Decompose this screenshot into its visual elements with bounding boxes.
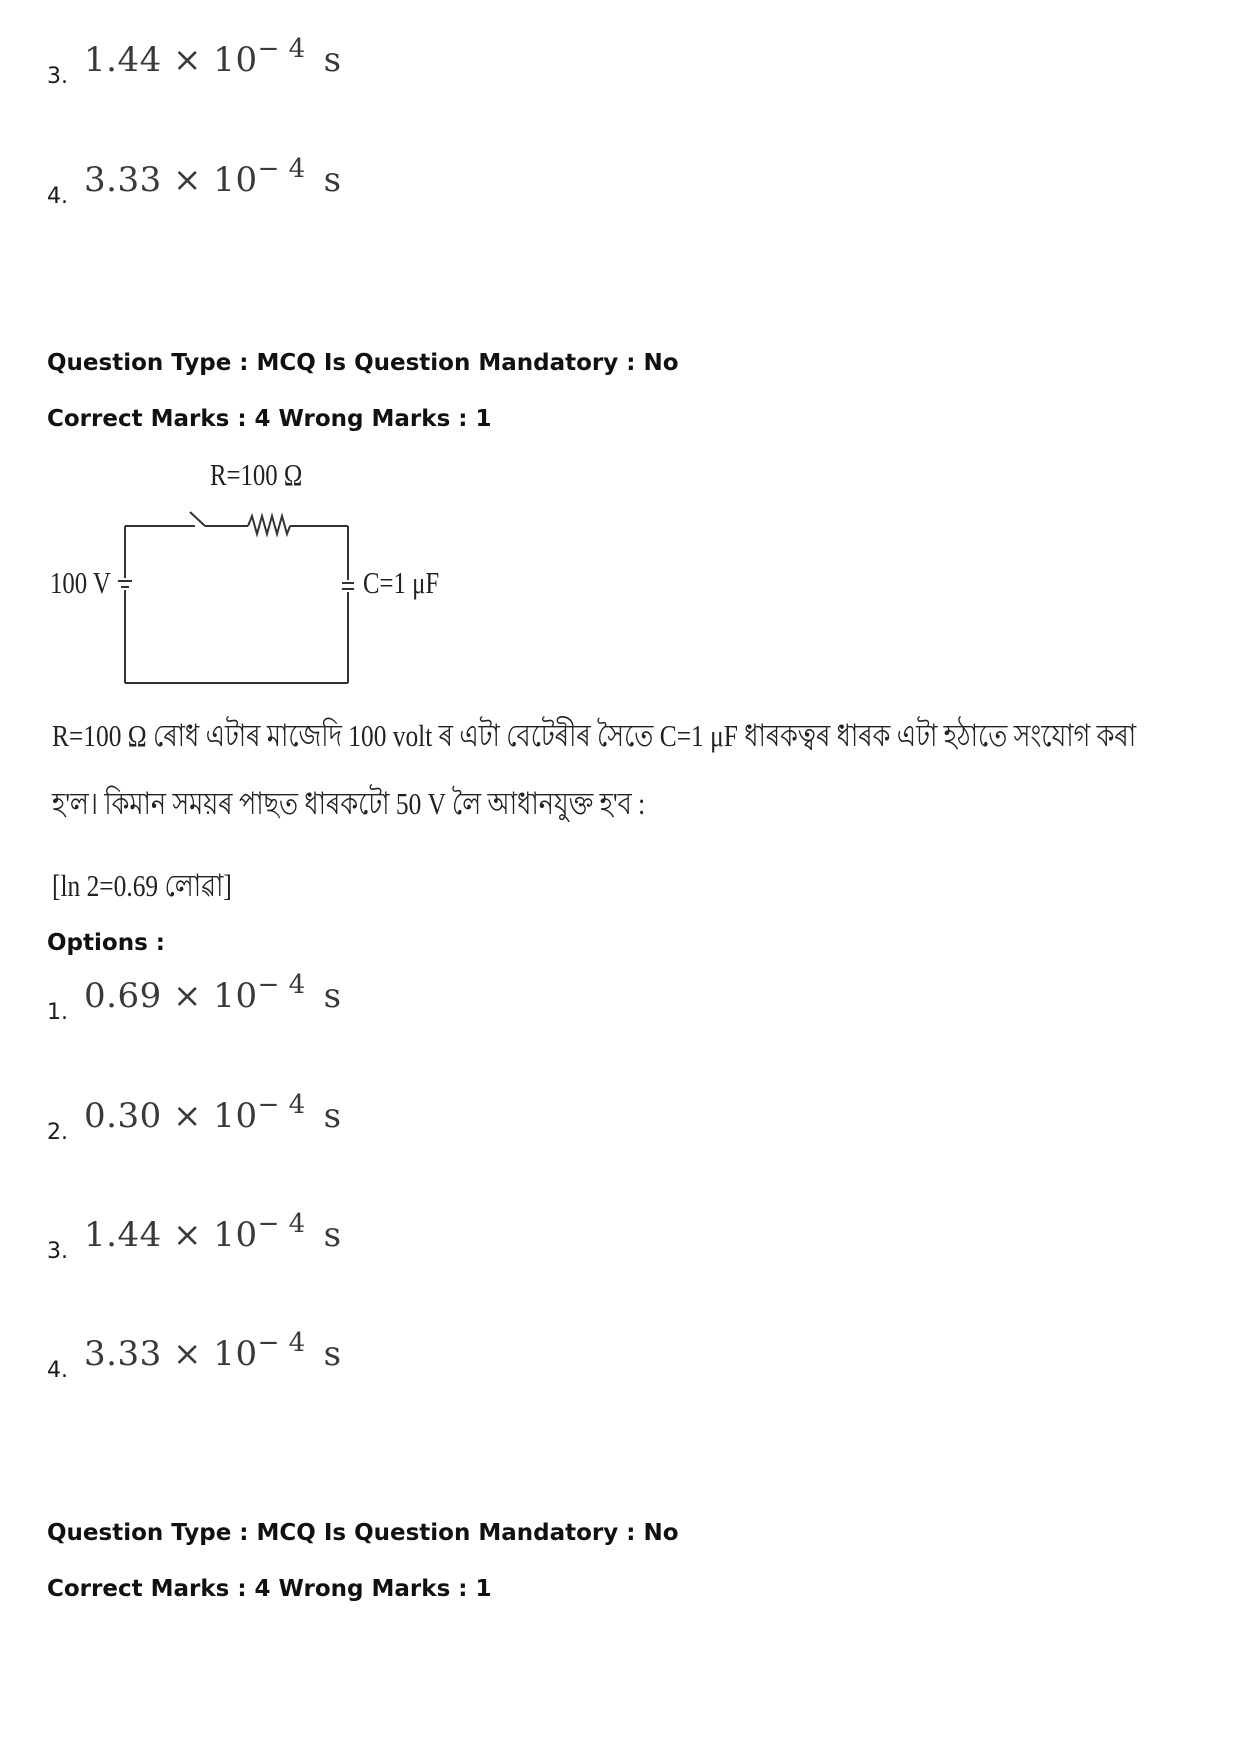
option-mantissa: 1.44 — [84, 40, 162, 80]
rc-circuit-diagram — [40, 450, 480, 690]
capacitor-label: C=1 μF — [363, 566, 440, 601]
next-question-type-line: Question Type : MCQ Is Question Mandatory : No — [47, 1520, 679, 1546]
option-unit: s — [323, 976, 342, 1016]
next-question-marks-line: Correct Marks : 4 Wrong Marks : 1 — [47, 1576, 492, 1602]
battery-label: 100 V — [50, 566, 111, 601]
option-unit: s — [323, 1096, 342, 1136]
question-marks-line: Correct Marks : 4 Wrong Marks : 1 — [47, 406, 492, 432]
option-number: 4. — [47, 184, 68, 209]
resistor-symbol — [248, 516, 290, 534]
options-label: Options : — [47, 930, 165, 956]
option-exponent: − 4 — [257, 970, 306, 1000]
option-unit: s — [323, 1334, 342, 1374]
option-value: $0.30 \times 10^{- 4}$ s — [84, 1090, 342, 1136]
resistor-label: R=100 Ω — [210, 458, 303, 493]
circuit-switch — [190, 512, 205, 526]
option-exponent: − 4 — [257, 1090, 306, 1120]
option-mantissa: 3.33 — [84, 160, 162, 200]
option-number: 1. — [47, 1000, 68, 1025]
option-number: 3. — [47, 64, 68, 89]
option-unit: s — [323, 40, 342, 80]
question-text-line-2: হ'ল। কিমান সময়ৰ পাছত ধাৰকটো 50 V লৈ আধানযুক্ত হ'ব : — [52, 786, 646, 821]
option-value: $1.44 \times 10^{- 4}$ s — [84, 34, 342, 80]
option-number: 3. — [47, 1239, 68, 1264]
option-value: $1.44 \times 10^{- 4}$ s — [84, 1209, 342, 1255]
option-exponent: − 4 — [257, 154, 306, 184]
question-text-line-1: R=100 Ω ৰোধ এটাৰ মাজেদি 100 volt ৰ এটা বেটেৰীৰ সৈতে C=1 μF ধাৰকত্বৰ ধাৰক এটা হঠাতে সংযোগ কৰা — [52, 718, 1137, 753]
option-value: $3.33 \times 10^{- 4}$ s — [84, 154, 342, 200]
option-unit: s — [323, 1215, 342, 1255]
option-mantissa: 1.44 — [84, 1215, 162, 1255]
question-hint: [ln 2=0.69 লোৱা] — [52, 868, 232, 903]
option-value: $0.69 \times 10^{- 4}$ s — [84, 970, 342, 1016]
option-mantissa: 0.30 — [84, 1096, 162, 1136]
option-mantissa: 0.69 — [84, 976, 162, 1016]
option-value: $3.33 \times 10^{- 4}$ s — [84, 1328, 342, 1374]
option-number: 2. — [47, 1120, 68, 1145]
question-type-line: Question Type : MCQ Is Question Mandatory : No — [47, 350, 679, 376]
option-mantissa: 3.33 — [84, 1334, 162, 1374]
option-exponent: − 4 — [257, 1209, 306, 1239]
option-unit: s — [323, 160, 342, 200]
option-number: 4. — [47, 1358, 68, 1383]
option-exponent: − 4 — [257, 1328, 306, 1358]
option-exponent: − 4 — [257, 34, 306, 64]
